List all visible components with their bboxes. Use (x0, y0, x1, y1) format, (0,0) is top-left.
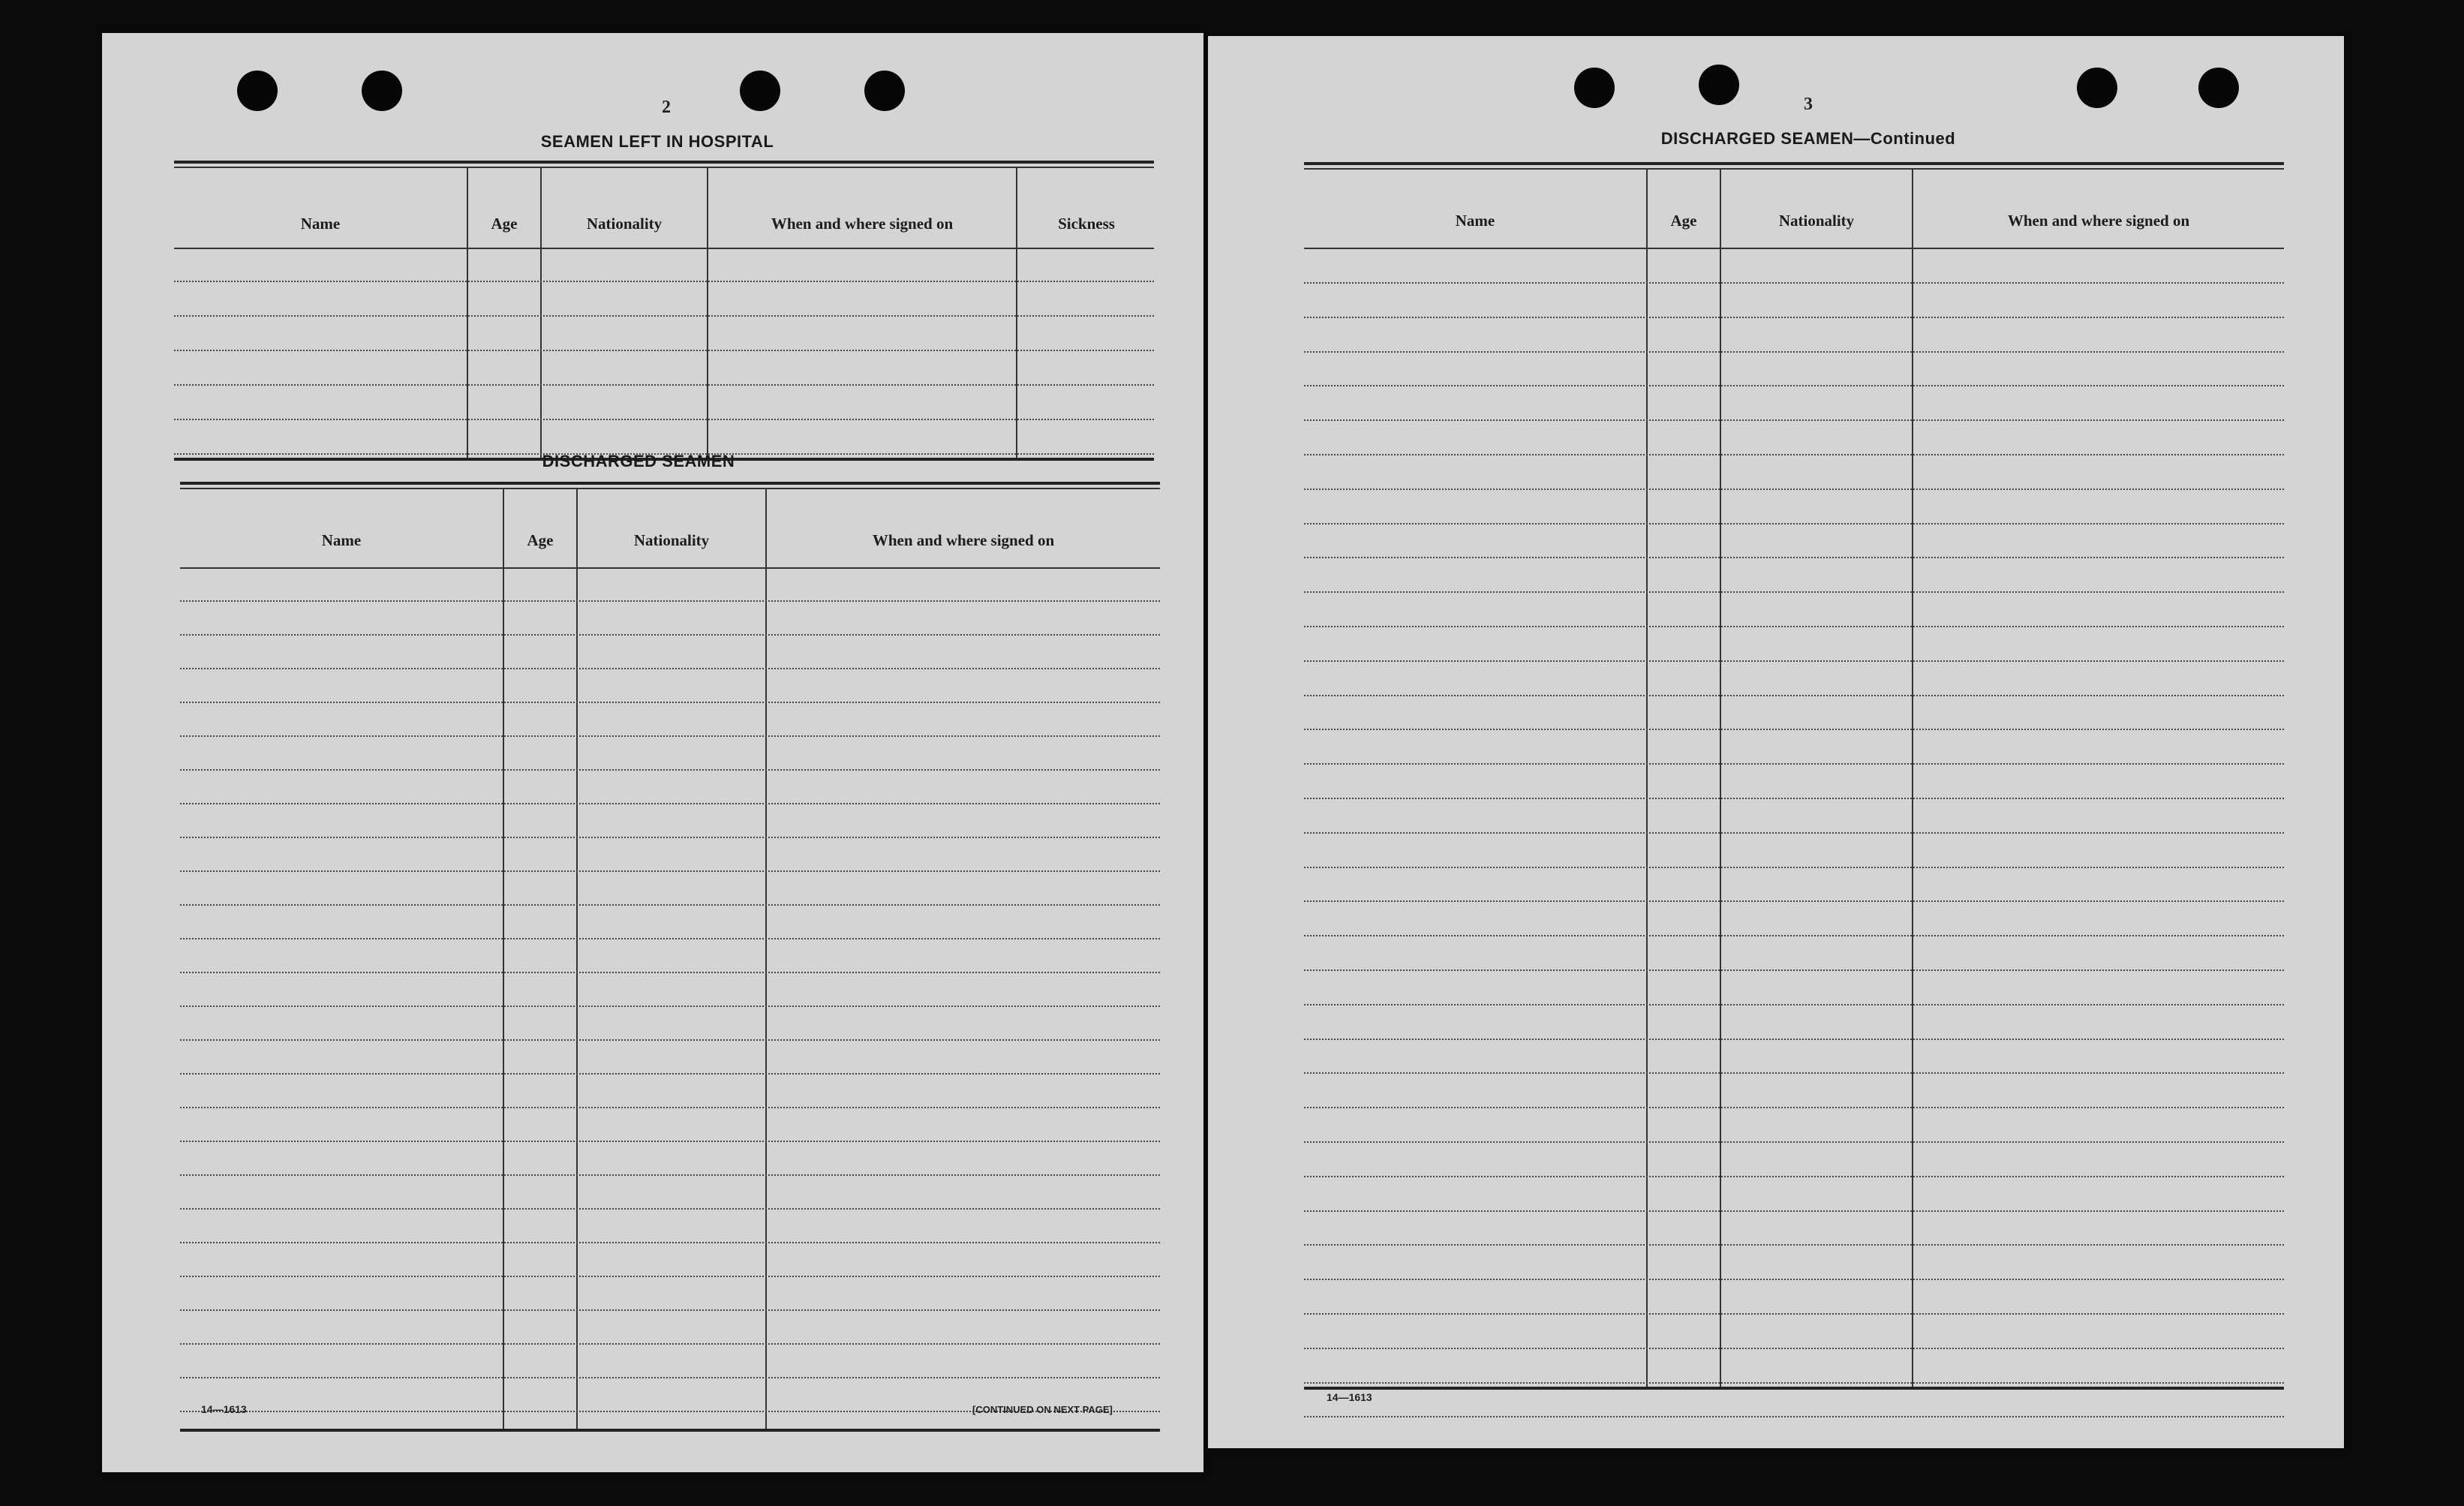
form-number: 14—1613 (201, 1403, 247, 1415)
table-row (180, 803, 1160, 804)
table-row (180, 668, 1160, 669)
table-row (1304, 419, 2284, 421)
binder-hole (1574, 68, 1615, 108)
table-row (1304, 626, 2284, 627)
table-row (174, 315, 1154, 317)
table-row (1304, 832, 2284, 834)
form-number: 14—1613 (1327, 1391, 1372, 1403)
table-row (180, 634, 1160, 636)
table-row (180, 1242, 1160, 1243)
table-row (180, 1309, 1160, 1311)
table-row (180, 870, 1160, 872)
table-row (180, 837, 1160, 838)
table-row (1304, 351, 2284, 353)
binder-hole (2198, 68, 2239, 108)
table-row (180, 1006, 1160, 1007)
binder-hole (1699, 65, 1739, 105)
table-row (1304, 695, 2284, 696)
table-row (1304, 1210, 2284, 1212)
table-row (180, 1343, 1160, 1345)
column-header-signed-on: When and where signed on (771, 215, 954, 233)
binder-hole (362, 71, 402, 111)
table-row (180, 1208, 1160, 1210)
table-row (180, 1174, 1160, 1176)
table-row (1304, 591, 2284, 593)
table-row (1304, 1382, 2284, 1384)
table-row (1304, 763, 2284, 765)
table-row (1304, 1348, 2284, 1349)
table-row (1304, 1416, 2284, 1417)
table-row (1304, 557, 2284, 558)
table-row (1304, 1107, 2284, 1108)
column-header-sickness: Sickness (1058, 215, 1115, 233)
table-row (1304, 1039, 2284, 1040)
table-row (1304, 1141, 2284, 1143)
table-row (1304, 385, 2284, 386)
table-row (180, 938, 1160, 939)
table-row (174, 350, 1154, 351)
discharged-continued-table (1304, 162, 2284, 1426)
table-row (180, 769, 1160, 771)
column-header-age: Age (491, 215, 518, 233)
table-row (1304, 454, 2284, 455)
discharged-table (180, 482, 1160, 1430)
table-row (1304, 488, 2284, 490)
left-page (102, 33, 1203, 1472)
table-row (180, 972, 1160, 973)
column-header-age: Age (1670, 212, 1697, 230)
hospital-table (174, 161, 1154, 461)
column-header-name: Name (300, 215, 341, 233)
table-row (180, 1107, 1160, 1108)
table-row (1304, 282, 2284, 284)
column-header-nationality: Nationality (1778, 212, 1855, 230)
table-row (1304, 523, 2284, 525)
column-header-signed-on: When and where signed on (872, 531, 1055, 549)
table-row (180, 735, 1160, 737)
table-row (1304, 1313, 2284, 1315)
table-row (1304, 969, 2284, 971)
table-row (1304, 867, 2284, 868)
table-row (1304, 798, 2284, 799)
table-row (180, 1039, 1160, 1041)
binder-hole (864, 71, 905, 111)
column-header-nationality: Nationality (633, 531, 710, 549)
column-header-name: Name (1455, 212, 1495, 230)
discharged-section-title: DISCHARGED SEAMEN (542, 452, 735, 470)
table-row (180, 1073, 1160, 1075)
binder-hole (740, 71, 780, 111)
column-header-name: Name (321, 531, 362, 549)
column-header-nationality: Nationality (586, 215, 663, 233)
hospital-section-title: SEAMEN LEFT IN HOSPITAL (540, 132, 774, 151)
right-page (1208, 36, 2344, 1448)
page-number: 3 (1804, 95, 1813, 114)
discharged-continued-title: DISCHARGED SEAMEN—Continued (1660, 129, 1956, 148)
table-row (1304, 1004, 2284, 1006)
table-row (1304, 935, 2284, 936)
table-row (1304, 1072, 2284, 1074)
binder-hole (237, 71, 278, 111)
table-row (1304, 317, 2284, 318)
table-row (174, 384, 1154, 386)
column-header-age: Age (527, 531, 554, 549)
binder-hole (2077, 68, 2117, 108)
table-row (174, 281, 1154, 282)
table-row (1304, 729, 2284, 730)
table-row (1304, 1176, 2284, 1177)
table-row (180, 1141, 1160, 1142)
table-row (1304, 900, 2284, 902)
page-number: 2 (662, 98, 671, 117)
table-row (180, 1377, 1160, 1378)
table-row (180, 702, 1160, 703)
table-row (180, 904, 1160, 906)
table-row (1304, 1244, 2284, 1246)
table-row (1304, 1279, 2284, 1280)
continued-note: [CONTINUED ON NEXT PAGE] (972, 1404, 1113, 1415)
column-header-signed-on: When and where signed on (2007, 212, 2190, 230)
table-row (174, 419, 1154, 420)
table-row (1304, 660, 2284, 662)
table-row (180, 600, 1160, 602)
table-row (180, 1276, 1160, 1277)
